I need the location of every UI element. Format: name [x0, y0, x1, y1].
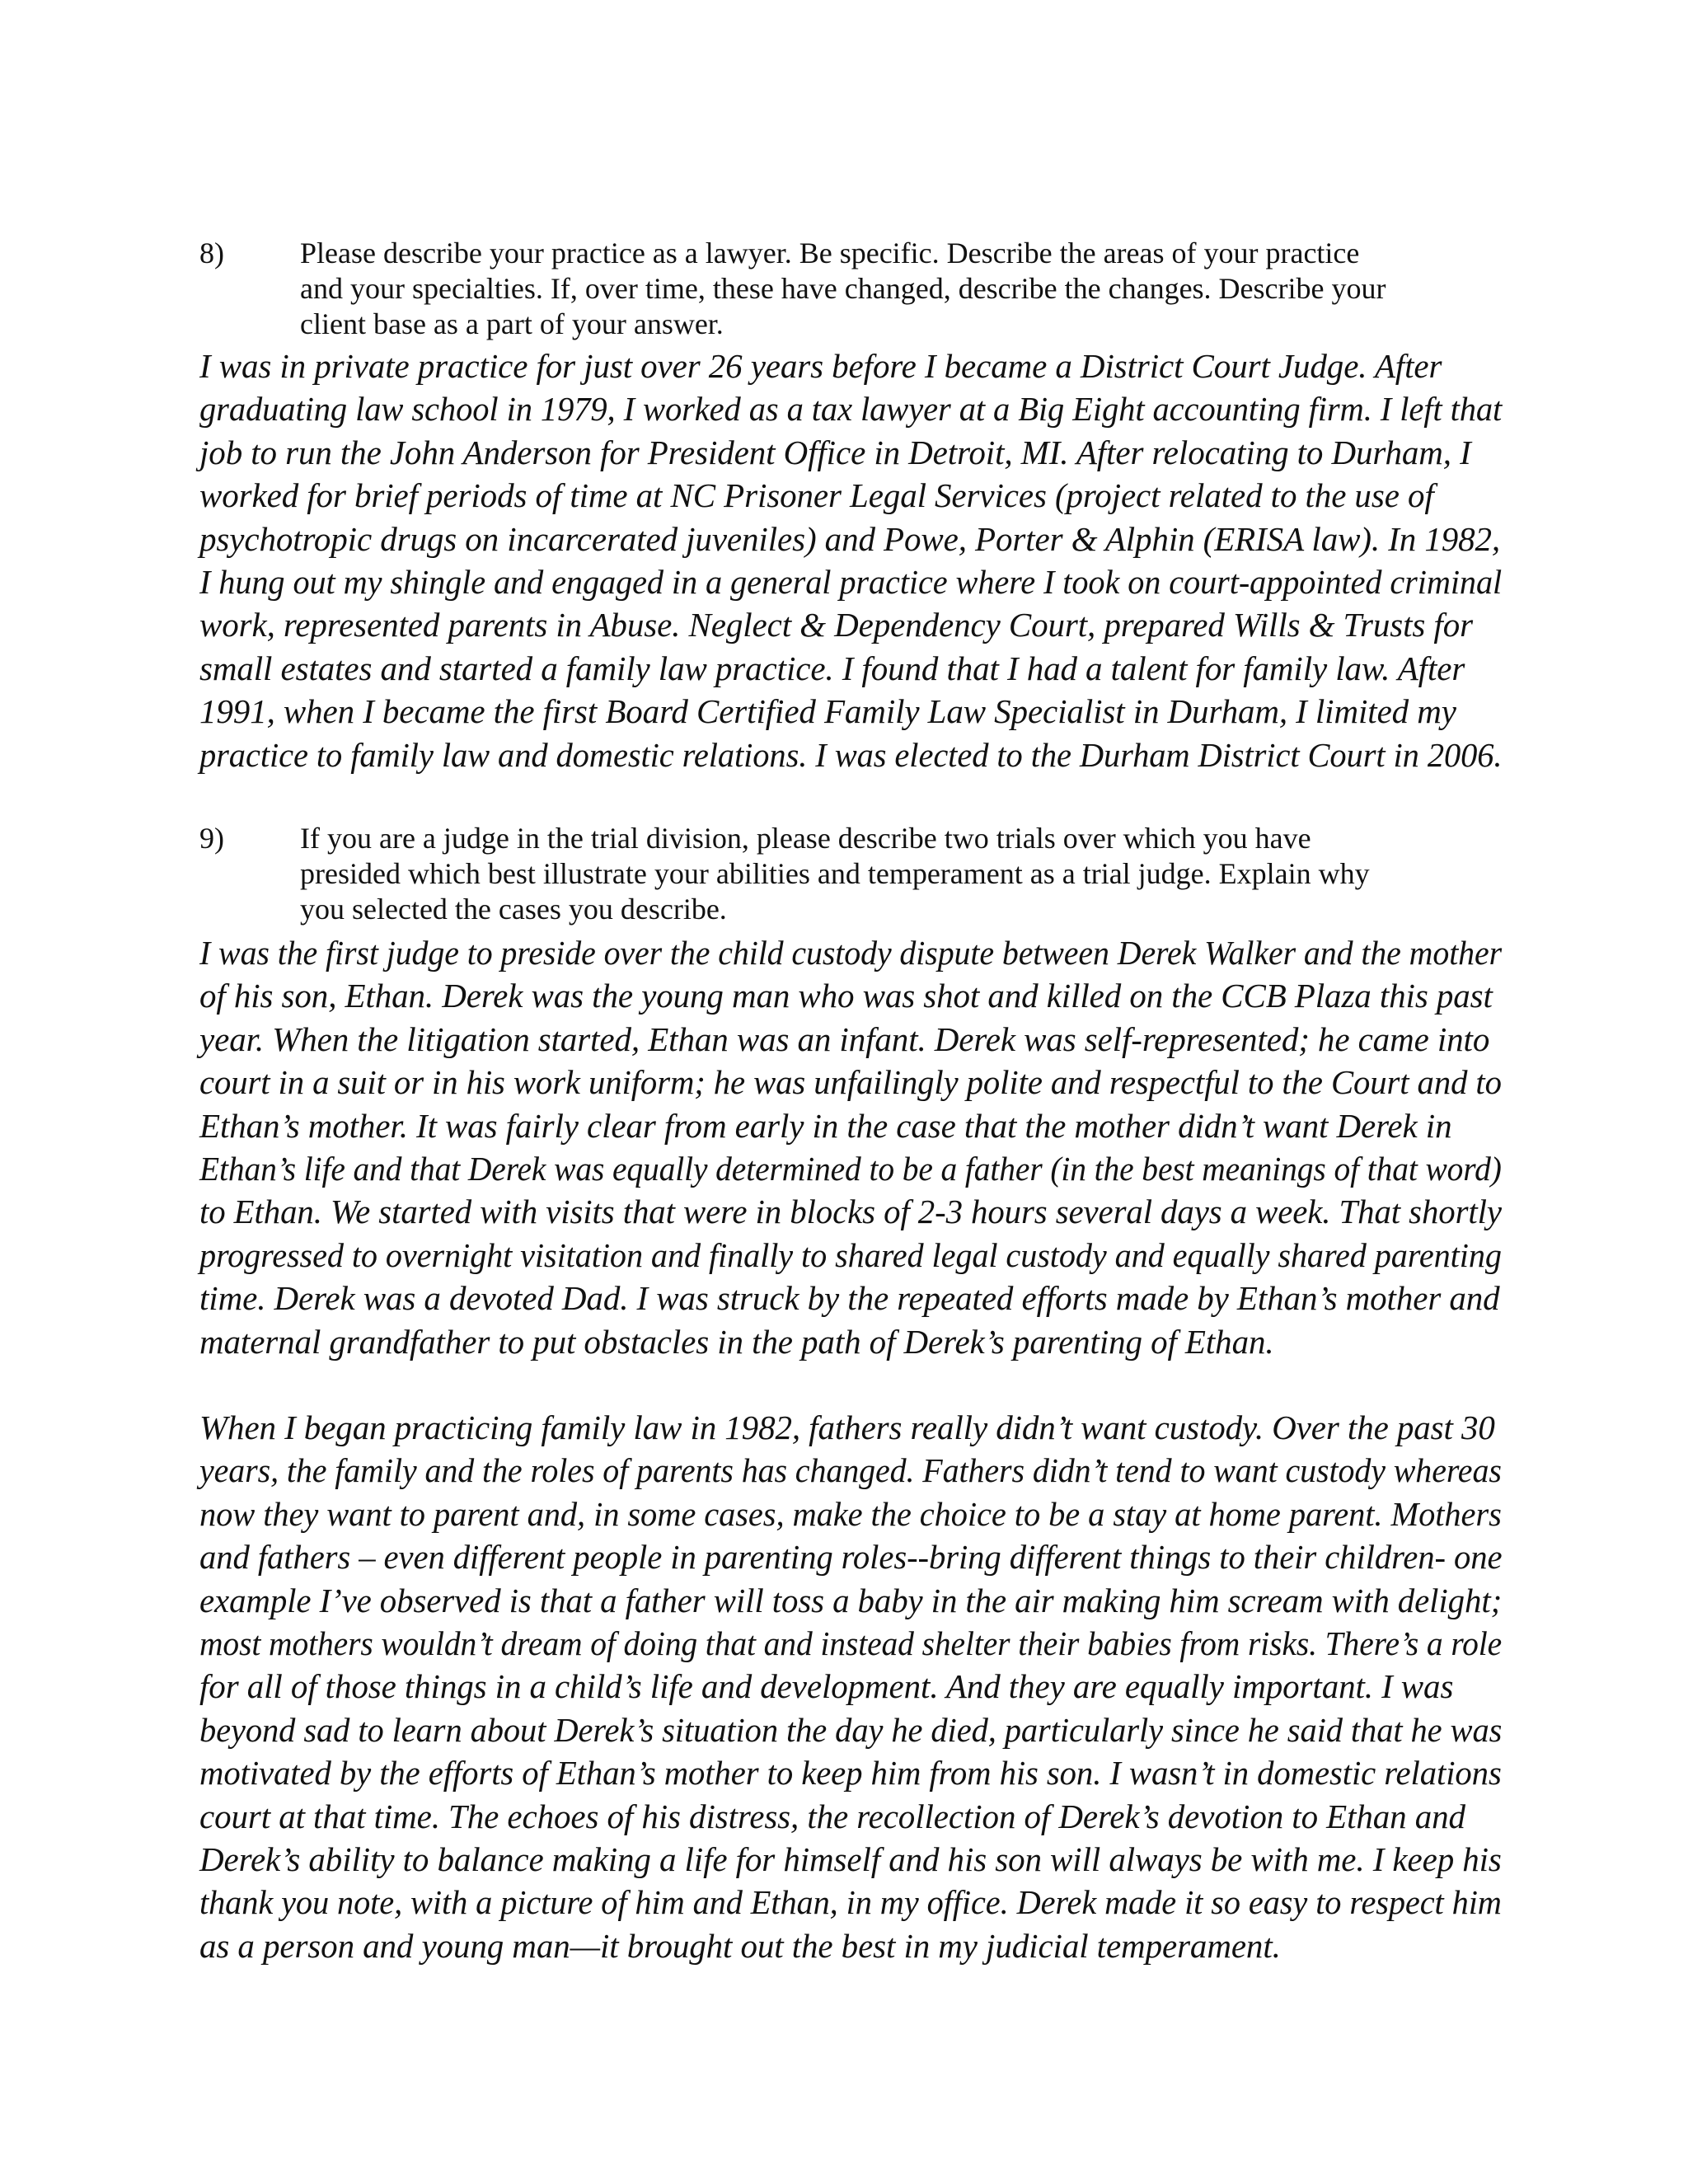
answer-9-continued: [199, 1406, 1502, 1967]
answer-line: motivated by the efforts of Ethan’s mother to keep him from his son. I wasn’t in domestic relations: [199, 1754, 1502, 1793]
answer-line: time. Derek was a devoted Dad. I was struck by the repeated efforts made by Ethan’s mother and: [199, 1279, 1500, 1318]
answer-line: most mothers wouldn’t dream of doing that and instead shelter their babies from risks. There’s a role: [199, 1624, 1503, 1663]
answer-line: 1991, when I became the first Board Certified Family Law Specialist in Durham, I limited my: [199, 692, 1456, 731]
answer-line: graduating law school in 1979, I worked as a tax lawyer at a Big Eight accounting firm. I left that: [199, 390, 1503, 429]
question-9: [199, 821, 1485, 927]
answer-line: years, the family and the roles of parents has changed. Fathers didn’t tend to want custody whereas: [199, 1451, 1502, 1490]
question-number: 8): [199, 237, 224, 269]
answer-line: maternal grandfather to put obstacles in the path of Derek’s parenting of Ethan.: [199, 1322, 1274, 1361]
answer-line: job to run the John Anderson for President Office in Detroit, MI. After relocating to Durham, I: [199, 433, 1471, 471]
answer-8: [199, 344, 1502, 776]
prompt-line: client base as a part of your answer.: [300, 307, 724, 340]
answer-line: I hung out my shingle and engaged in a general practice where I took on court-appointed criminal: [199, 563, 1503, 602]
answer-line: small estates and started a family law practice. I found that I had a talent for family law. After: [199, 649, 1465, 687]
answer-line: When I began practicing family law in 1982, fathers really didn’t want custody. Over the past 30: [199, 1408, 1495, 1446]
answer-line: and fathers – even different people in parenting roles--bring different things to their children- one: [199, 1538, 1503, 1577]
prompt-line: you selected the cases you describe.: [300, 893, 727, 926]
prompt-line: If you are a judge in the trial division, please describe two trials over which you have: [300, 822, 1311, 855]
answer-line: Ethan’s mother. It was fairly clear from early in the case that the mother didn’t want Derek in: [199, 1106, 1452, 1145]
answer-line: of his son, Ethan. Derek was the young man who was shot and killed on the CCB Plaza this past: [199, 977, 1493, 1015]
answer-line: for all of those things in a child’s life and development. And they are equally important. I was: [199, 1667, 1454, 1706]
answer-line: work, represented parents in Abuse. Neglect & Dependency Court, prepared Wills & Trusts for: [199, 606, 1473, 644]
answer-line: psychotropic drugs on incarcerated juveniles) and Powe, Porter & Alphin (ERISA law). In 1982,: [199, 519, 1501, 558]
question-prompt: [300, 821, 1485, 927]
answer-line: progressed to overnight visitation and finally to shared legal custody and equally shared parenting: [199, 1235, 1502, 1274]
prompt-line: and your specialties. If, over time, these have changed, describe the changes. Describe your: [300, 272, 1386, 305]
answer-line: I was in private practice for just over 26 years before I became a District Court Judge. After: [199, 347, 1442, 385]
answer-line: as a person and young man—it brought out the best in my judicial temperament.: [199, 1926, 1281, 1965]
answer-line: thank you note, with a picture of him and Ethan, in my office. Derek made it so easy to respect him: [199, 1883, 1502, 1922]
answer-line: court in a suit or in his work uniform; he was unfailingly polite and respectful to the Court and to: [199, 1063, 1502, 1102]
answer-line: worked for brief periods of time at NC Prisoner Legal Services (project related to the use of: [199, 476, 1434, 515]
answer-line: practice to family law and domestic relations. I was elected to the Durham District Court in 2006.: [199, 735, 1503, 774]
question-8: [199, 236, 1485, 342]
answer-line: example I’ve observed is that a father will toss a baby in the air making him scream with delight;: [199, 1581, 1503, 1619]
answer-line: Ethan’s life and that Derek was equally determined to be a father (in the best meanings of that word): [199, 1150, 1502, 1188]
answer-line: year. When the litigation started, Ethan was an infant. Derek was self-represented; he came into: [199, 1019, 1490, 1058]
answer-line: to Ethan. We started with visits that were in blocks of 2-3 hours several days a week. That shortly: [199, 1193, 1502, 1231]
answer-line: beyond sad to learn about Derek’s situation the day he died, particularly since he said that he was: [199, 1710, 1503, 1749]
answer-line: I was the first judge to preside over the child custody dispute between Derek Walker and the mother: [199, 934, 1503, 972]
prompt-line: Please describe your practice as a lawyer. Be specific. Describe the areas of your practice: [300, 237, 1360, 269]
answer-9: [199, 931, 1502, 1363]
prompt-line: presided which best illustrate your abilities and temperament as a trial judge. Explain why: [300, 857, 1370, 890]
answer-line: court at that time. The echoes of his distress, the recollection of Derek’s devotion to Ethan and: [199, 1797, 1465, 1835]
question-prompt: [300, 236, 1485, 342]
question-number: 9): [199, 822, 224, 855]
answer-line: now they want to parent and, in some cases, make the choice to be a stay at home parent. Mothers: [199, 1494, 1502, 1533]
answer-line: Derek’s ability to balance making a life for himself and his son will always be with me. I keep his: [199, 1840, 1502, 1879]
